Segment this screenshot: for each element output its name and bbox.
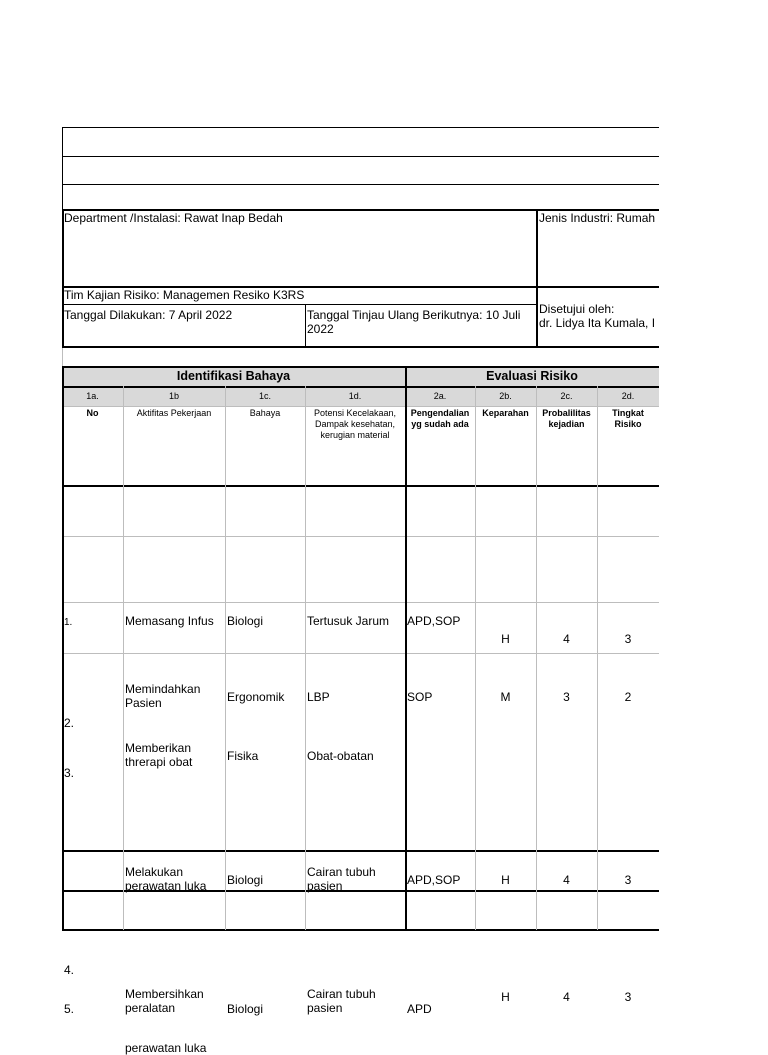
table-border-bottom [62, 929, 659, 931]
header-aktifitas: Aktifitas Pekerjaan [136, 408, 212, 418]
row-border-4 [62, 653, 659, 654]
header-potensi-l3: kerugian material [320, 430, 390, 440]
row4-potensi-l2: pasien [307, 879, 343, 893]
info-border-bottom [62, 346, 659, 348]
row-border-5 [62, 850, 659, 852]
code-1a: 1a. [86, 391, 99, 401]
row2-probalilitas: 3 [563, 690, 570, 704]
header-no: No [86, 408, 99, 418]
header-potensi [305, 408, 405, 441]
row3-bahaya: Fisika [227, 749, 259, 763]
col-line-3 [305, 386, 306, 930]
row1-pengendalian: APD,SOP [407, 614, 461, 628]
row1-bahaya: Biologi [227, 614, 264, 628]
row1-keparahan: H [501, 632, 510, 646]
row5-no: 5. [64, 1002, 75, 1016]
row2-keparahan: M [500, 690, 511, 704]
tim-kajian-field: Tim Kajian Risiko: Managemen Resiko K3RS [64, 288, 305, 302]
approval-field [539, 302, 655, 330]
col-line-5 [475, 386, 476, 930]
row2-tingkat: 2 [624, 690, 632, 704]
row5-keparahan: H [501, 990, 510, 1004]
code-2c: 2c. [560, 391, 573, 401]
tanggal-tinjau-line1: Tanggal Tinjau Ulang Berikutnya: 10 Juli [307, 308, 521, 322]
row5-tingkat: 3 [624, 990, 632, 1004]
tanggal-tinjau-field [307, 308, 520, 336]
info-divider-right [536, 209, 538, 347]
disetujui-label: Disetujui oleh: [539, 302, 615, 316]
row4-aktifitas-l2: perawatan luka [125, 879, 207, 893]
section-evaluasi-risiko: Evaluasi Risiko [486, 369, 578, 383]
header-probalilitas-l1: Probalilitas [542, 408, 591, 418]
info-date-divider [305, 304, 306, 347]
code-1d: 1d. [348, 391, 362, 401]
header-tingkat [597, 408, 659, 430]
code-1c: 1c. [258, 391, 271, 401]
row5-bahaya: Biologi [227, 1002, 264, 1016]
code-2b: 2b. [499, 391, 512, 401]
code-border-bottom [62, 406, 659, 407]
col-line-4 [405, 386, 407, 930]
header-probalilitas-l2: kejadian [548, 419, 585, 429]
code-2d: 2d. [621, 391, 635, 401]
tanggal-tinjau-line2: 2022 [307, 322, 334, 336]
row4-pengendalian: APD,SOP [407, 873, 461, 887]
row2-bahaya: Ergonomik [227, 690, 285, 704]
jenis-industri-field: Jenis Industri: Rumah [539, 211, 656, 225]
spacer-left [62, 348, 63, 366]
info-border-left [62, 209, 64, 347]
row5-probalilitas: 4 [563, 990, 570, 1004]
header-tingkat-l2: Risiko [614, 419, 642, 429]
col-line-1 [123, 386, 124, 930]
row4-no: 4. [64, 963, 75, 977]
row2-pengendalian: SOP [407, 690, 433, 704]
row4-potensi [307, 865, 376, 893]
tanggal-dilakukan-field: Tanggal Dilakukan: 7 April 2022 [64, 308, 233, 322]
row3-no: 3. [64, 766, 75, 780]
row-border-1 [62, 485, 659, 487]
row1-tingkat: 3 [624, 632, 632, 646]
title-border-top [62, 127, 659, 128]
section-identifikasi-bahaya: Identifikasi Bahaya [176, 369, 291, 383]
header-potensi-l1: Potensi Kecelakaan, [313, 408, 397, 418]
header-pengendalian-l2: yg sudah ada [411, 419, 469, 429]
header-potensi-l2: Dampak kesehatan, [314, 419, 396, 429]
row5-potensi-l2: pasien [307, 1001, 343, 1015]
col-line-2 [225, 386, 226, 930]
row4-bahaya: Biologi [227, 873, 264, 887]
title-divider-2 [62, 184, 659, 185]
row4-aktifitas-l1: Melakukan [125, 865, 184, 879]
row2-aktifitas-l2: Pasien [125, 696, 162, 710]
row-border-2 [62, 536, 659, 537]
row3-aktifitas-l1: Memberikan [125, 741, 192, 755]
header-keparahan: Keparahan [482, 408, 529, 418]
row1-no: 1. [64, 617, 73, 628]
row2-aktifitas [125, 682, 200, 710]
row5-pengendalian: APD [407, 1002, 432, 1016]
row2-aktifitas-l1: Memindahkan [125, 682, 201, 696]
code-1b: 1b [168, 391, 179, 401]
row5-potensi [307, 987, 376, 1015]
disetujui-name: dr. Lidya Ita Kumala, I [539, 316, 656, 330]
row3-potensi: Obat-obatan [307, 749, 374, 763]
row5-potensi-l1: Cairan tubuh [307, 987, 376, 1001]
row2-potensi: LBP [307, 690, 330, 704]
row4-probalilitas: 4 [563, 873, 570, 887]
header-bahaya: Bahaya [249, 408, 281, 418]
row3-aktifitas-l2: threrapi obat [125, 755, 193, 769]
header-pengendalian-l1: Pengendalian [410, 408, 470, 418]
info-divider-2 [62, 304, 536, 305]
header-probalilitas [536, 408, 597, 430]
row1-potensi: Tertusuk Jarum [307, 614, 390, 628]
code-2a: 2a. [433, 391, 447, 401]
row5-aktifitas-l2: peralatan [125, 1001, 176, 1015]
row4-keparahan: H [501, 873, 510, 887]
header-pengendalian [405, 408, 475, 430]
row6-aktifitas: perawatan luka [125, 1041, 207, 1055]
row5-aktifitas [125, 987, 204, 1015]
col-line-6 [536, 386, 537, 930]
row1-aktifitas: Memasang Infus [125, 614, 214, 628]
col-line-7 [597, 386, 598, 930]
row5-aktifitas-l1: Membersihkan [125, 987, 204, 1001]
row2-no: 2. [64, 716, 75, 730]
row4-aktifitas [125, 865, 206, 893]
title-border-left [62, 127, 63, 209]
row1-probalilitas: 4 [563, 632, 570, 646]
row4-potensi-l1: Cairan tubuh [307, 865, 376, 879]
department-field: Department /Instalasi: Rawat Inap Bedah [64, 211, 283, 225]
approval-divider [536, 286, 659, 288]
row-border-3 [62, 602, 659, 603]
title-divider-1 [62, 156, 659, 157]
col-line-0 [62, 366, 64, 930]
header-tingkat-l1: Tingkat [612, 408, 644, 418]
row4-tingkat: 3 [624, 873, 632, 887]
row3-aktifitas [125, 741, 192, 769]
